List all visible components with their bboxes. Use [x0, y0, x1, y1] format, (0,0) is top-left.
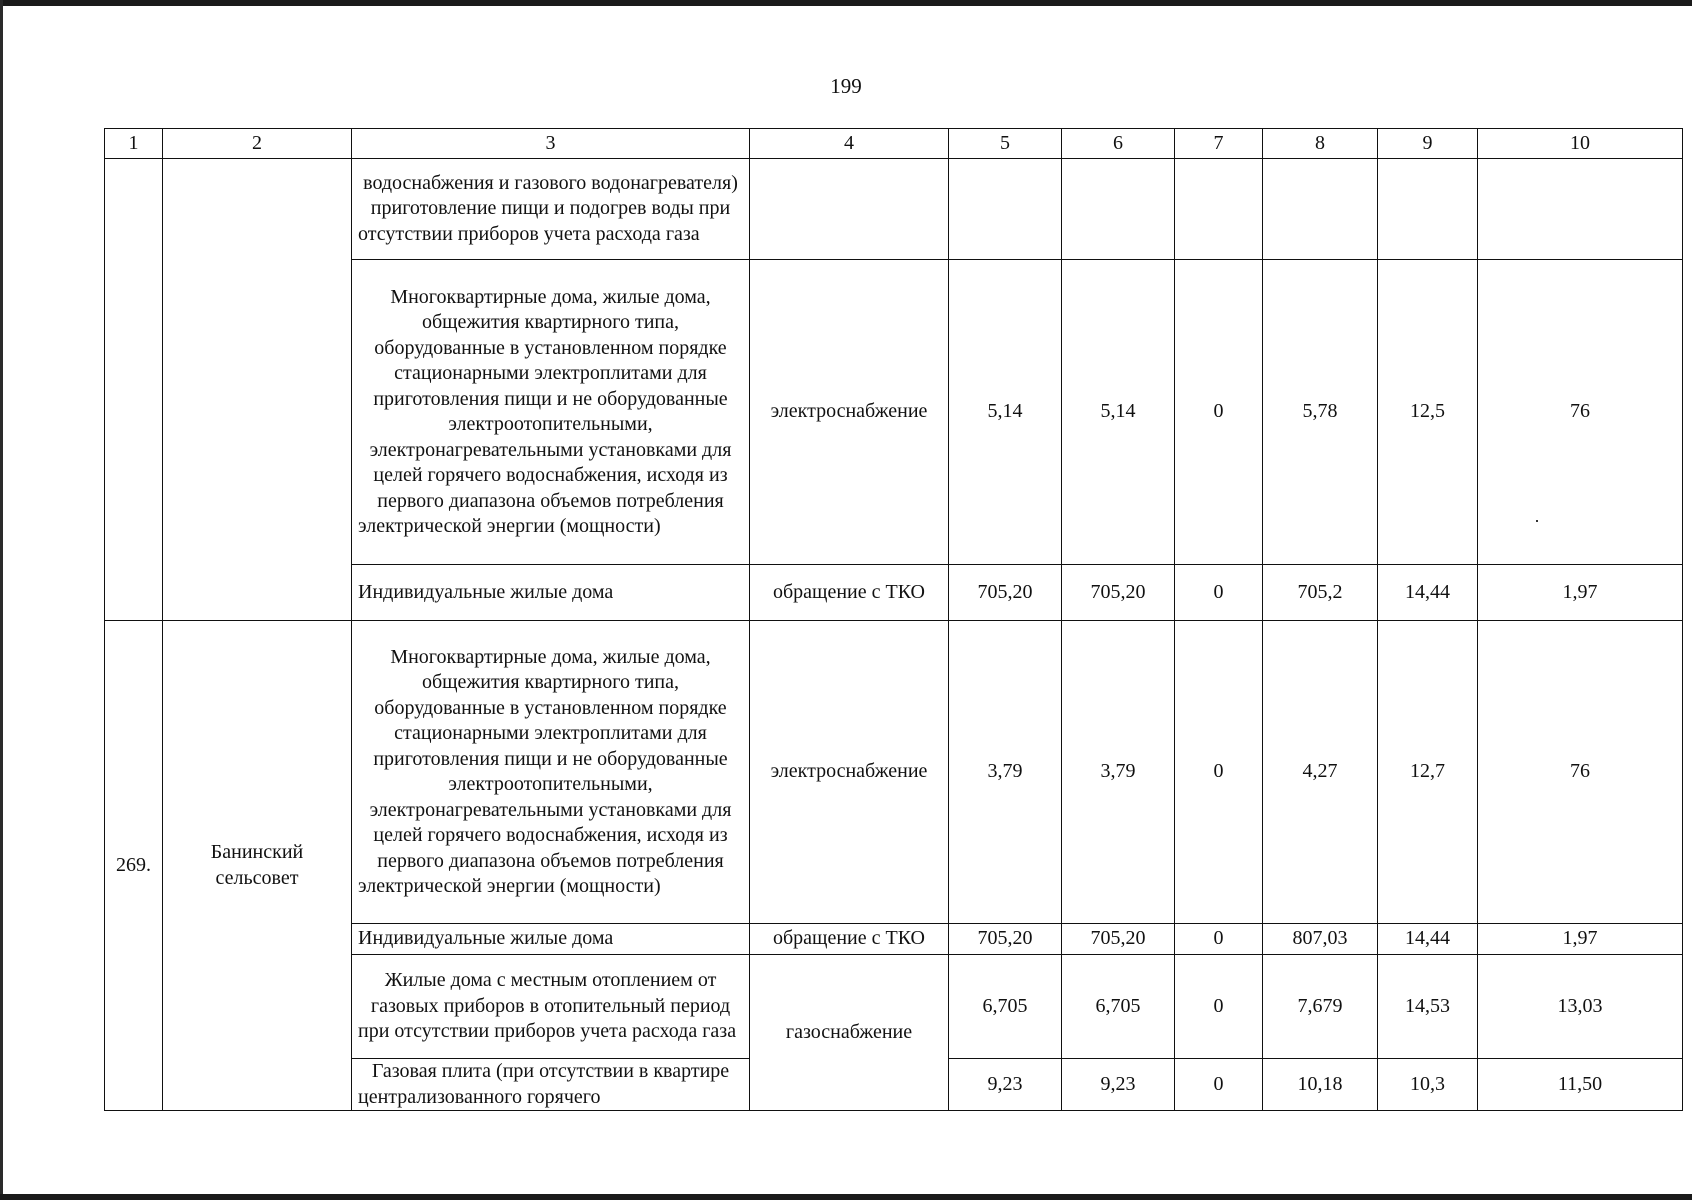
description-cell: Индивидуальные жилые дома	[352, 924, 750, 955]
service-cell: электроснабжение	[750, 260, 949, 565]
header-cell: 10	[1478, 129, 1683, 159]
index-cell	[105, 159, 163, 621]
value-cell: 10,3	[1378, 1059, 1478, 1111]
value-cell: 76	[1478, 260, 1683, 565]
value-cell: 1,97	[1478, 565, 1683, 621]
value-cell: 3,79	[949, 621, 1062, 924]
scan-border-left	[0, 0, 3, 1200]
value-cell: 13,03	[1478, 955, 1683, 1059]
value-cell: 14,44	[1378, 924, 1478, 955]
value-cell: 0	[1175, 260, 1263, 565]
header-cell: 2	[163, 129, 352, 159]
value-cell: 0	[1175, 1059, 1263, 1111]
settlement-cell: Банинский сельсовет	[163, 621, 352, 1111]
header-cell: 5	[949, 129, 1062, 159]
value-cell	[1175, 159, 1263, 260]
value-cell	[1378, 159, 1478, 260]
value-cell: 705,20	[949, 924, 1062, 955]
value-cell: 705,20	[1062, 924, 1175, 955]
header-cell: 8	[1263, 129, 1378, 159]
value-cell	[949, 159, 1062, 260]
table-row	[105, 159, 1683, 260]
value-cell: 0	[1175, 621, 1263, 924]
scan-border-top	[0, 0, 1692, 6]
service-cell	[750, 159, 949, 260]
value-cell: 0	[1175, 565, 1263, 621]
value-cell: 705,2	[1263, 565, 1378, 621]
page-number: 199	[830, 74, 862, 98]
value-cell: 9,23	[1062, 1059, 1175, 1111]
header-cell: 1	[105, 129, 163, 159]
value-cell: 3,79	[1062, 621, 1175, 924]
header-cell: 7	[1175, 129, 1263, 159]
header-row	[105, 129, 1683, 159]
settlement-cell	[163, 159, 352, 621]
service-cell: электроснабжение	[750, 621, 949, 924]
value-cell: 12,7	[1378, 621, 1478, 924]
header-cell: 4	[750, 129, 949, 159]
value-cell: 10,18	[1263, 1059, 1378, 1111]
description-cell: Индивидуальные жилые дома	[352, 565, 750, 621]
value-cell: 5,78	[1263, 260, 1378, 565]
scan-speck	[1536, 520, 1538, 522]
value-cell	[1478, 159, 1683, 260]
service-cell: обращение с ТКО	[750, 565, 949, 621]
value-cell: 6,705	[949, 955, 1062, 1059]
value-cell	[1062, 159, 1175, 260]
value-cell: 7,679	[1263, 955, 1378, 1059]
value-cell: 11,50	[1478, 1059, 1683, 1111]
value-cell	[1263, 159, 1378, 260]
description-cell: Многоквартирные дома, жилые дома, общежития квартирного типа, оборудованные в установленном порядке стационарными электроплитами для приготовления пищи и не оборудованные электроотопительными, электронагревательными установками для целей горячего водоснабжения, исходя из первого диапазона объемов потребления электрической энергии (мощности)	[352, 621, 750, 924]
description-cell: водоснабжения и газового водонагревателя) приготовление пищи и подогрев воды при отсутствии приборов учета расхода газа	[352, 159, 750, 260]
value-cell: 705,20	[1062, 565, 1175, 621]
value-cell: 705,20	[949, 565, 1062, 621]
value-cell: 5,14	[949, 260, 1062, 565]
value-cell: 6,705	[1062, 955, 1175, 1059]
value-cell: 1,97	[1478, 924, 1683, 955]
description-cell: Жилые дома с местным отоплением от газовых приборов в отопительный период при отсутствии приборов учета расхода газа	[352, 955, 750, 1059]
value-cell: 12,5	[1378, 260, 1478, 565]
value-cell: 4,27	[1263, 621, 1378, 924]
value-cell: 76	[1478, 621, 1683, 924]
header-cell: 9	[1378, 129, 1478, 159]
table-row	[105, 621, 1683, 924]
value-cell: 5,14	[1062, 260, 1175, 565]
tariff-table	[104, 128, 1683, 1111]
description-cell: Газовая плита (при отсутствии в квартире централизованного горячего	[352, 1059, 750, 1111]
value-cell: 14,53	[1378, 955, 1478, 1059]
service-cell: обращение с ТКО	[750, 924, 949, 955]
description-cell: Многоквартирные дома, жилые дома, общежития квартирного типа, оборудованные в установленном порядке стационарными электроплитами для приготовления пищи и не оборудованные электроотопительными, электронагревательными установками для целей горячего водоснабжения, исходя из первого диапазона объемов потребления электрической энергии (мощности)	[352, 260, 750, 565]
value-cell: 14,44	[1378, 565, 1478, 621]
value-cell: 807,03	[1263, 924, 1378, 955]
index-cell: 269.	[105, 621, 163, 1111]
value-cell: 0	[1175, 924, 1263, 955]
scan-border-bottom	[0, 1194, 1692, 1200]
service-cell: газоснабжение	[750, 955, 949, 1111]
value-cell: 0	[1175, 955, 1263, 1059]
value-cell: 9,23	[949, 1059, 1062, 1111]
header-cell: 6	[1062, 129, 1175, 159]
header-cell: 3	[352, 129, 750, 159]
